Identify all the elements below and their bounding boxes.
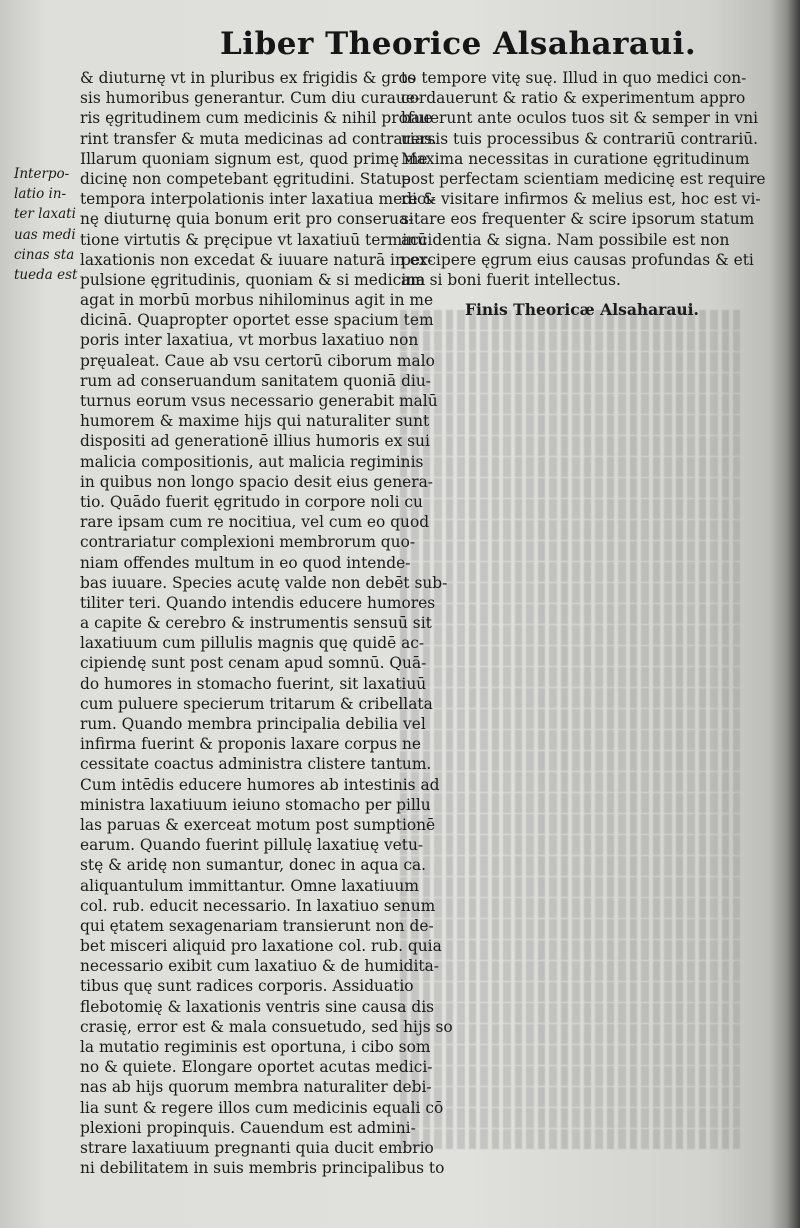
text-line: percipere ęgrum eius causas profundas & eti xyxy=(401,250,754,269)
margin-note-line: uas medi xyxy=(14,226,76,243)
text-line: malicia compositionis, aut malicia regiminis xyxy=(80,452,424,471)
text-line: rum ad conseruandum sanitatem quoniā diu- xyxy=(80,371,431,390)
text-line: & diuturnę vt in pluribus ex frigidis & gros xyxy=(80,69,416,87)
text-line: niam offendes multum in eo quod intende- xyxy=(80,553,411,572)
text-line: in quibus non longo spacio desit eius genera- xyxy=(80,472,433,491)
text-line: rint transfer & muta medicinas ad contrarias. xyxy=(80,129,437,148)
text-line: pręualeat. Caue ab vsu certorū ciborum malo xyxy=(80,351,435,370)
text-line: laxationis non excedat & iuuare naturā in ex- xyxy=(80,250,433,269)
text-line: to tempore vitę suę. Illud in quo medici con- xyxy=(401,69,747,87)
text-line: bet misceri aliquid pro laxatione col. rub. quia xyxy=(80,937,442,956)
text-line: earum. Quando fuerint pillulę laxatiuę vetu- xyxy=(80,836,424,855)
margin-note-line: tueda est xyxy=(14,266,78,283)
margin-note-line: latio in- xyxy=(14,186,67,203)
text-line: flebotomię & laxationis ventris sine causa dis xyxy=(80,997,435,1016)
text-line: contrariatur complexioni membrorum quo- xyxy=(80,533,416,552)
text-line: am si boni fuerit intellectus. xyxy=(401,270,621,289)
margin-note xyxy=(14,165,78,286)
text-line: strare laxatiuum pregnanti quia ducit embrio xyxy=(80,1138,434,1157)
text-line: qui ętatem sexagenariam transierunt non de- xyxy=(80,916,434,935)
text-line: ni debilitatem in suis membris principalibus to xyxy=(80,1159,445,1178)
text-line: tio. Quādo fuerit ęgritudo in corpore noli cu xyxy=(80,492,423,511)
text-line: nę diuturnę quia bonum erit pro conserua- xyxy=(80,210,414,229)
text-line: cipiendę sunt post cenam apud somnū. Quā- xyxy=(80,654,427,673)
text-line: cum puluere specierum tritarum & cribellata xyxy=(80,694,433,713)
text-line: Illarum quoniam signum est, quod primę me xyxy=(80,149,428,168)
text-line: agat in morbū morbus nihilominus agit in me xyxy=(80,291,434,310)
text-line: aliquantulum immittantur. Omne laxatiuum xyxy=(80,876,419,895)
show-through-text xyxy=(400,310,740,1140)
text-line: dispositi ad generationē illius humoris ex sui xyxy=(80,432,430,451)
text-line: turnus eorum vsus necessario generabit malū xyxy=(80,392,438,410)
margin-note-line: ter laxati xyxy=(14,206,76,223)
page-edge xyxy=(770,0,800,1228)
text-line: infirma fuerint & proponis laxare corpus ne xyxy=(80,735,422,754)
text-line: sitare eos frequenter & scire ipsorum statum xyxy=(401,210,755,229)
text-line: accidentia & signa. Nam possibile est non xyxy=(401,230,730,249)
text-line: las paruas & exerceat motum post sumptionē xyxy=(80,815,436,834)
text-line: bauerunt ante oculos tuos sit & semper in vni xyxy=(401,109,759,128)
text-line: rare ipsam cum re nocitiua, vel cum eo quod xyxy=(80,513,430,532)
text-line: Maxima necessitas in curatione ęgritudinum xyxy=(401,149,750,168)
text-line: nas ab hijs quorum membra naturaliter debi- xyxy=(80,1078,432,1097)
margin-note-line: Interpo- xyxy=(14,166,70,182)
text-line: col. rub. educit necessario. In laxatiuo senum xyxy=(80,896,436,915)
text-line: ris ęgritudinem cum medicinis & nihil profue xyxy=(80,109,433,128)
text-column-left xyxy=(80,68,453,1178)
text-line: dicinā. Quapropter oportet esse spacium tem xyxy=(80,311,434,330)
text-line: laxatiuum cum pillulis magnis quę quidē ac- xyxy=(80,634,425,653)
text-line: plexioni propinquis. Cauendum est admini- xyxy=(80,1118,416,1137)
text-line: a capite & cerebro & instrumentis sensuū sit xyxy=(80,614,432,633)
text-line: humorem & maxime hijs qui naturaliter sunt xyxy=(80,412,430,431)
text-line: cessitate coactus administra clistere tantum. xyxy=(80,755,432,774)
text-line: tempora interpolationis inter laxatiua medici- xyxy=(80,190,436,209)
text-line: poris inter laxatiua, vt morbus laxatiuo non xyxy=(80,331,419,350)
text-column-right xyxy=(401,68,766,290)
margin-note-line: cinas sta xyxy=(14,246,75,263)
text-line: tiliter teri. Quando intendis educere humores xyxy=(80,593,436,612)
text-line: sis humoribus generantur. Cum diu curaue- xyxy=(80,89,421,108)
text-line: uersis tuis processibus & contrariū contrariū. xyxy=(401,129,759,148)
text-line: post perfectam scientiam medicinę est require xyxy=(401,169,766,188)
text-line: la mutatio regiminis est oportuna, i cibo som xyxy=(80,1038,431,1056)
colophon-finis: Finis Theoricæ Alsaharaui. xyxy=(465,300,699,319)
text-line: necessario exibit cum laxatiuo & de humidita- xyxy=(80,957,439,976)
text-line: tibus quę sunt radices corporis. Assiduatio xyxy=(80,977,414,996)
text-line: cordauerunt & ratio & experimentum appro xyxy=(401,89,746,108)
text-line: crasię, error est & mala consuetudo, sed hijs so xyxy=(80,1017,453,1036)
text-line: do humores in stomacho fuerint, sit laxatiuū xyxy=(80,674,427,693)
text-line: lia sunt & regere illos cum medicinis equali cō xyxy=(80,1098,444,1117)
text-line: dicinę non competebant ęgritudini. Statue xyxy=(80,169,411,188)
text-line: stę & aridę non sumantur, donec in aqua ca. xyxy=(80,856,427,875)
text-line: Cum intēdis educere humores ab intestinis ad xyxy=(80,775,440,794)
text-line: bas iuuare. Species acutę valde non debēt sub- xyxy=(80,573,448,592)
text-line: tione virtutis & pręcipue vt laxatiuū terminū xyxy=(80,230,428,249)
text-line: rum. Quando membra principalia debilia vel xyxy=(80,715,426,733)
text-line: re & visitare infirmos & melius est, hoc est vi- xyxy=(401,190,761,209)
text-line: no & quiete. Elongare oportet acutas medici- xyxy=(80,1058,433,1077)
text-line: ministra laxatiuum ieiuno stomacho per pillu xyxy=(80,795,431,814)
text-line: pulsione ęgritudinis, quoniam & si medicina xyxy=(80,270,426,289)
running-header: Liber Theorice Alsaharaui. xyxy=(220,26,697,62)
